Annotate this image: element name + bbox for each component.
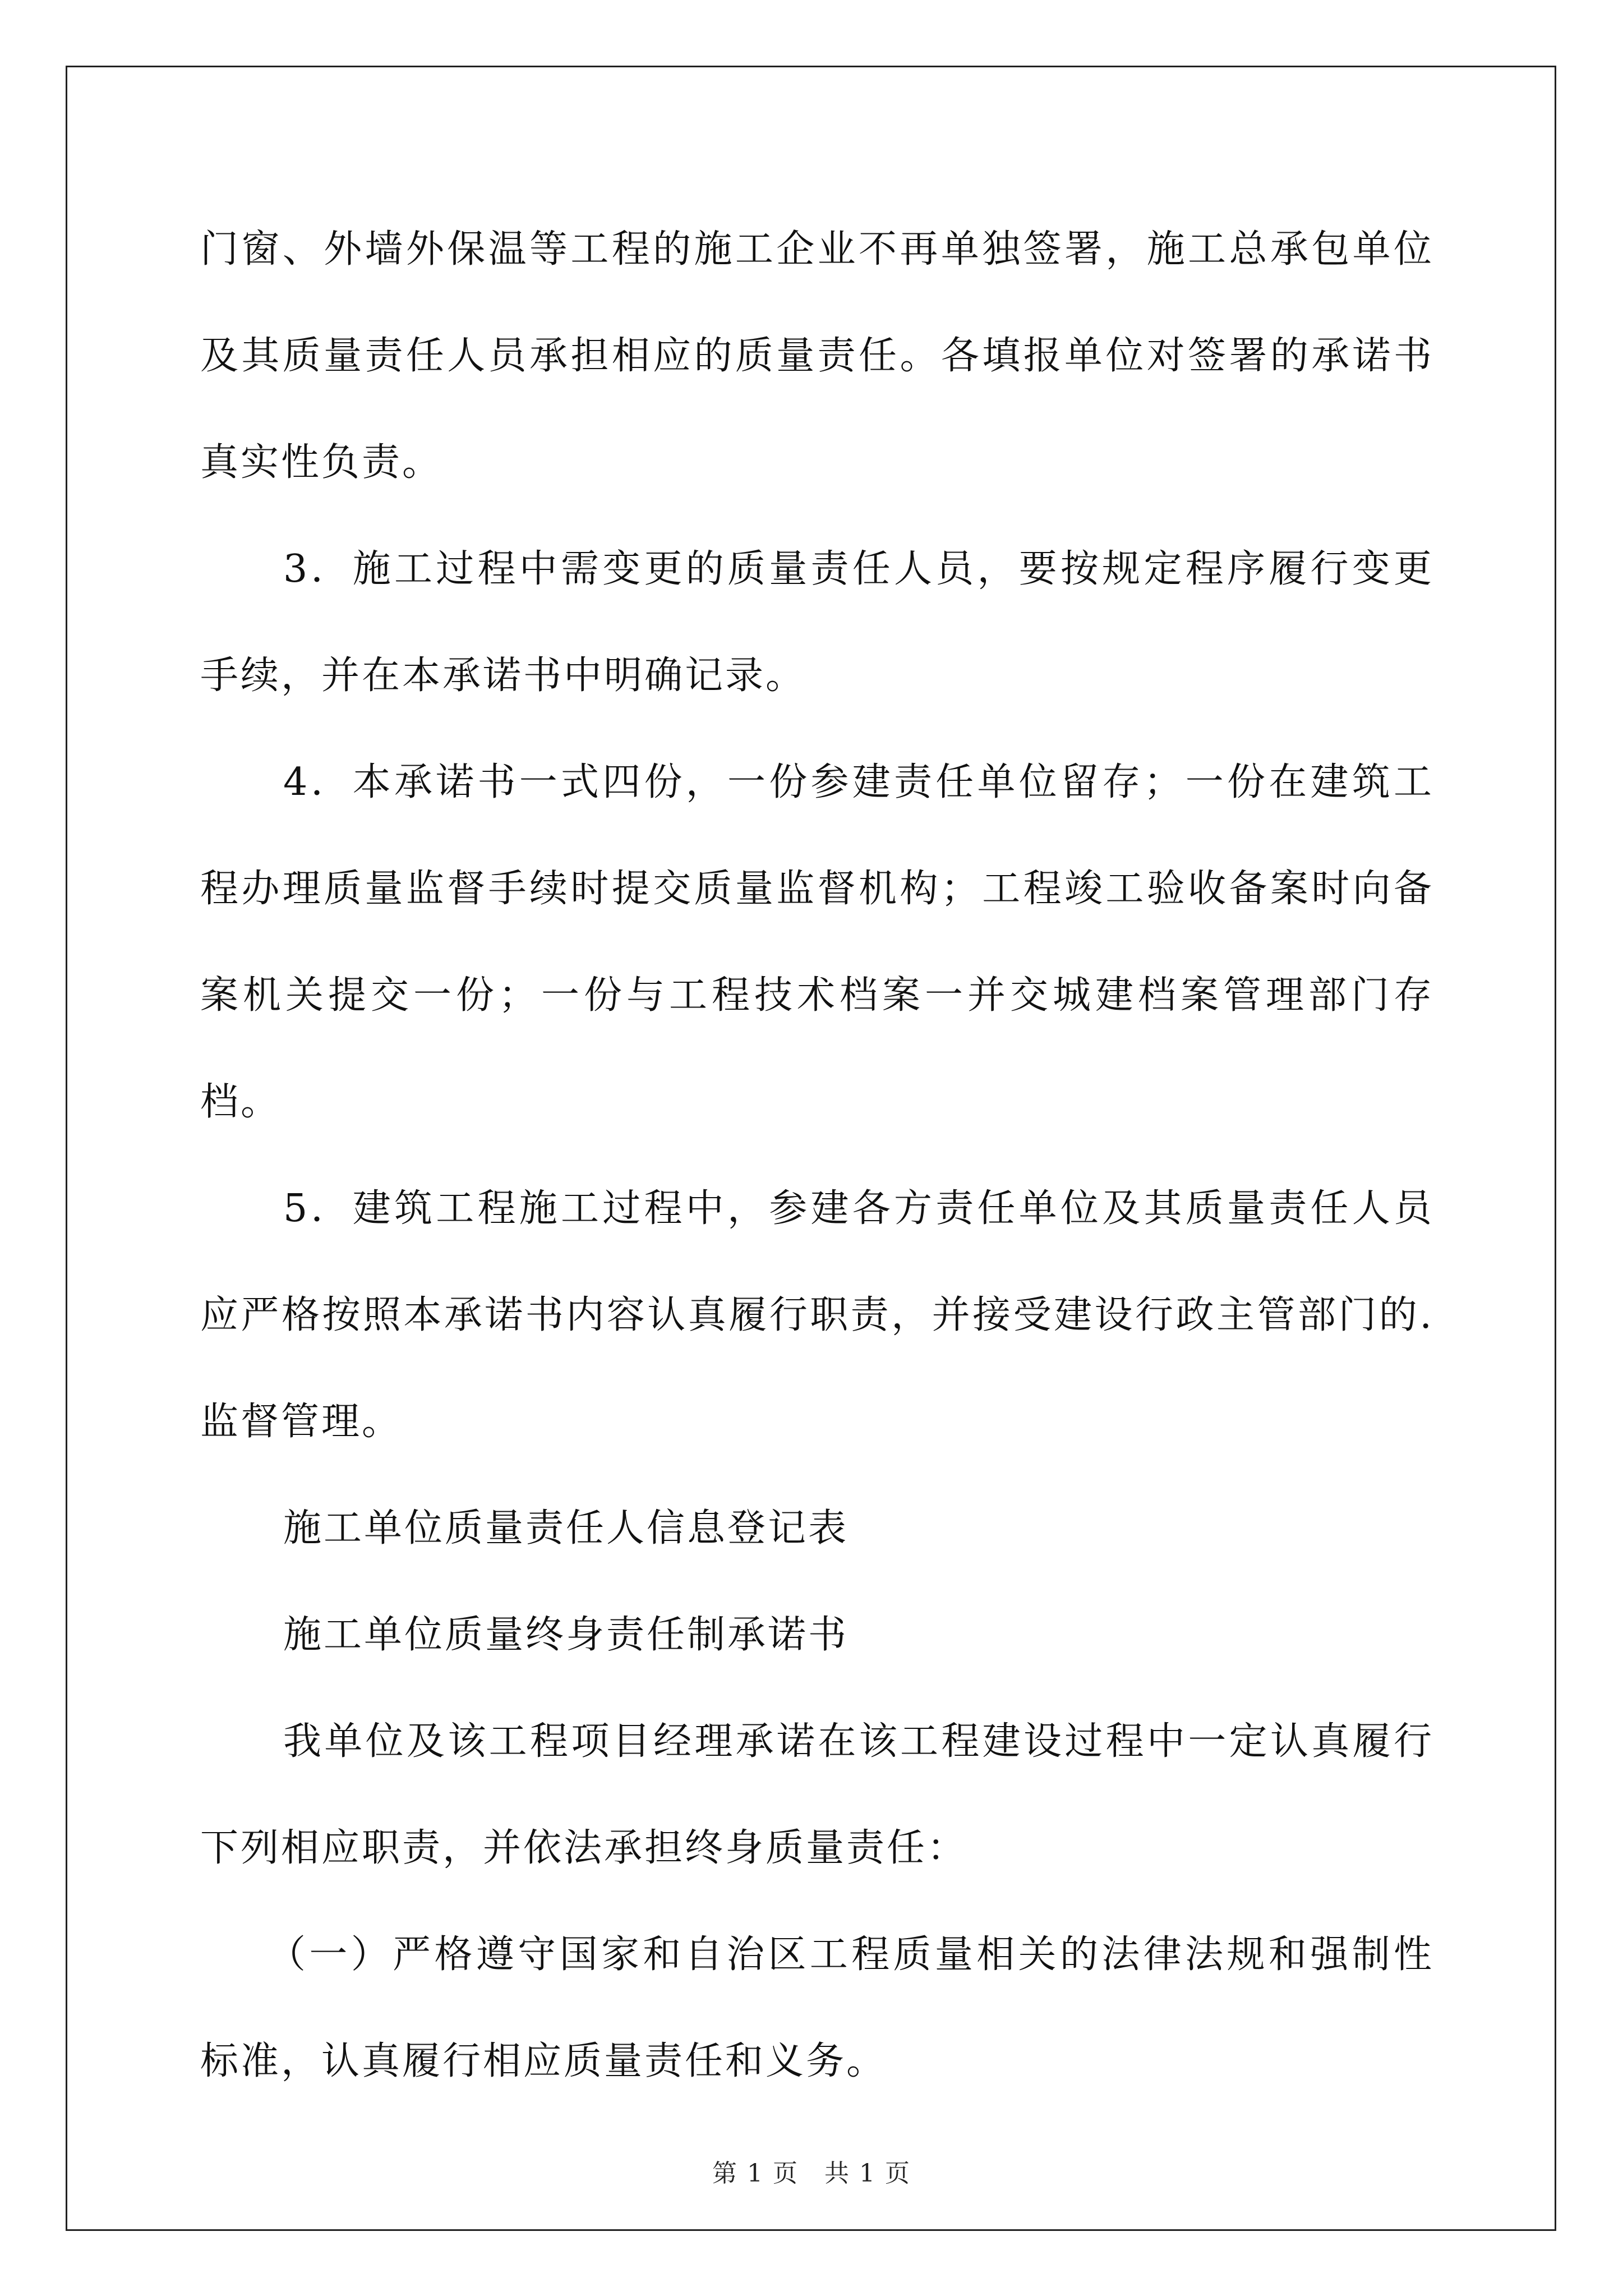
paragraph-item-5: 5．建筑工程施工过程中，参建各方责任单位及其质量责任人员应严格按照本承诺书内容认真履行职责，并接受建设行政主管部门的.监督管理。 [200,1186,1434,1444]
paragraph-commitment-intro: 我单位及该工程项目经理承诺在该工程建设过程中一定认真履行下列相应职责，并依法承担终身质量责任： [200,1719,1434,1870]
paragraph-continuation: 门窗、外墙外保温等工程的施工企业不再单独签署，施工总承包单位及其质量责任人员承担相应的质量责任。各填报单位对签署的承诺书真实性负责。 [200,227,1434,485]
paragraph-item-4: 4．本承诺书一式四份，一份参建责任单位留存；一份在建筑工程办理质量监督手续时提交质量监督机构；工程竣工验收备案时向备案机关提交一份；一份与工程技术档案一并交城建档案管理部门存档。 [200,760,1434,1124]
paragraph-clause-1: （一）严格遵守国家和自治区工程质量相关的法律法规和强制性标准，认真履行相应质量责任和义务。 [200,1932,1434,2083]
page-footer: 第 1 页 共 1 页 [712,2159,911,2188]
paragraph-item-3: 3．施工过程中需变更的质量责任人员，要按规定程序履行变更手续，并在本承诺书中明确记录。 [200,547,1434,698]
heading-registration-form: 施工单位质量责任人信息登记表 [283,1506,849,1550]
heading-commitment-letter: 施工单位质量终身责任制承诺书 [283,1613,849,1657]
document-body [200,196,1434,2115]
